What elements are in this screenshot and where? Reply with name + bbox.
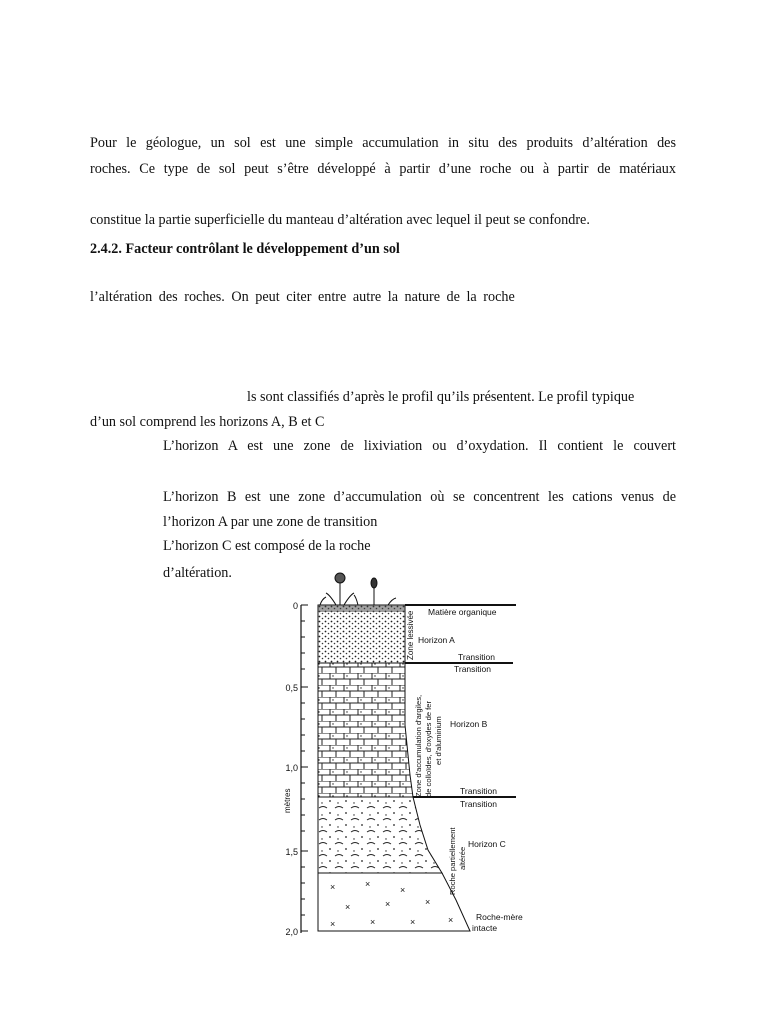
svg-text:×: × [410,917,416,927]
label-matiere-organique: Matière organique [428,607,497,617]
label-roche-partielle: Roche partiellement [448,827,457,895]
depth-tick-label: 0,5 [285,683,298,693]
label-transition: Transition [458,652,496,662]
svg-text:×: × [330,882,336,892]
label-zone-lessivee: Zone lessivée [406,610,415,660]
label-horizon-c: Horizon C [468,839,506,849]
surface-plants [320,573,396,605]
label-transition: Transition [460,786,498,796]
svg-text:×: × [370,917,376,927]
svg-text:×: × [400,885,406,895]
depth-tick-label: 1,0 [285,763,298,773]
horizon-a-line: L’horizon A est une zone de lixiviation ou d’oxydation. Il contient le couvert [163,438,676,454]
horizon-c-line: L’horizon C est composé de la roche [163,538,371,554]
label-roche-mere: intacte [472,923,498,933]
horizon-b-line: l’horizon A par une zone de transition [163,514,378,530]
paragraph-line: Pour le géologue, un sol est une simple accumulation in situ des produits d’altération des [90,135,676,151]
axis-unit-label: mètres [283,788,292,813]
svg-text:×: × [365,879,371,889]
paragraph-line: ls sont classifiés d’après le profil qu’ils présentent. Le profil typique [247,389,635,405]
label-transition: Transition [460,799,498,809]
horizon-c-line: d’altération. [163,565,232,581]
soil-profile-figure [270,565,530,940]
label-zone-accumulation: Zone d'accumulation d'argiles, [414,694,423,797]
label-roche-partielle: altérée [458,846,467,870]
depth-tick-label: 0 [292,601,298,611]
label-horizon-b: Horizon B [450,719,488,729]
depth-axis [283,601,308,937]
svg-text:×: × [345,902,351,912]
label-transition: Transition [454,664,492,674]
depth-tick-label: 1,5 [285,847,298,857]
paragraph-line: roches. Ce type de sol peut s’être développé à partir d’une roche ou à partir de matériaux [90,161,676,177]
paragraph-line: l’altération des roches. On peut citer entre autre la nature de la roche [90,289,515,305]
horizon-b-line: L’horizon B est une zone d’accumulation où se concentrent les cations venus de [163,489,676,505]
depth-tick-label: 2,0 [285,927,298,937]
svg-text:×: × [330,919,336,929]
svg-text:×: × [425,897,431,907]
paragraph-line: d’un sol comprend les horizons A, B et C [90,414,325,430]
svg-text:×: × [448,915,454,925]
label-roche-mere: Roche-mère [476,912,523,922]
section-heading: 2.4.2. Facteur contrôlant le développement d’un sol [90,241,400,257]
label-zone-accumulation: et d'aluminium [434,716,443,765]
label-zone-accumulation: de colloïdes, d'oxydes de fer [424,700,433,797]
svg-text:×: × [385,899,391,909]
paragraph-line: constitue la partie superficielle du manteau d’altération avec lequel il peut se confondre. [90,212,590,228]
label-horizon-a: Horizon A [418,635,455,645]
